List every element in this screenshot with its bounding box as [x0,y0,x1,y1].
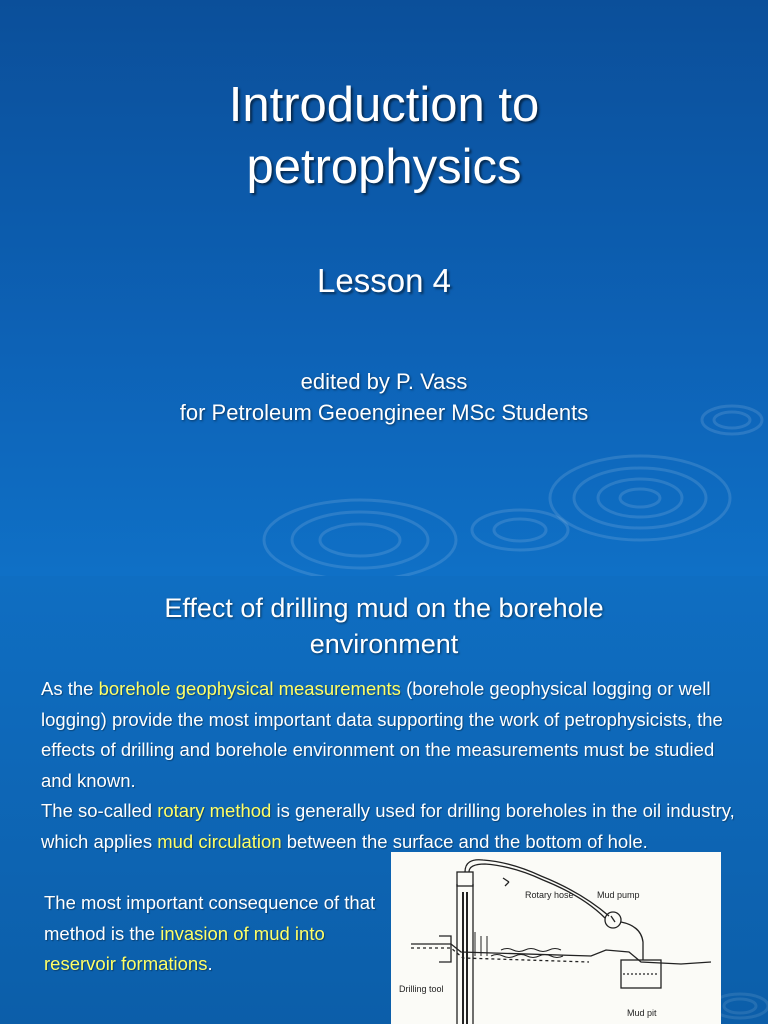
editor-line-1: edited by P. Vass [300,369,468,394]
editor-credit [0,366,768,428]
editor-line-2: for Petroleum Geoengineer MSc Students [179,400,589,425]
text-run: . [207,953,213,974]
slide-title [0,590,768,662]
highlight-text: rotary method [157,800,272,821]
label-rotary-hose: Rotary hose [525,890,574,900]
title-line-2: environment [309,629,459,659]
paragraph-3 [44,888,384,980]
paragraph-2 [41,796,741,857]
title-line-1: Effect of drilling mud on the borehole [164,593,604,623]
highlight-text: invasion of mud into reservoir formations [44,922,325,974]
lesson-number: Lesson 4 [317,262,451,299]
body-paragraphs [41,674,741,857]
label-mud-pump: Mud pump [597,890,640,900]
slide-title [0,74,768,198]
text-run: The most important consequence of that method is the [44,892,376,944]
highlight-text: mud circulation [157,830,282,852]
text-run: is generally used for drilling boreholes in the oil industry, which applies [41,800,735,852]
text-run: between the surface and the bottom of hole. [281,830,648,852]
title-line-2: petrophysics [246,140,522,194]
drilling-rig-diagram [391,852,721,1024]
text-run: The so-called [41,800,158,821]
title-line-1: Introduction to [228,78,540,132]
rig-drawing [391,852,721,1024]
highlight-text: borehole geophysical measurements [98,678,401,699]
label-drilling-tool: Drilling tool [399,984,444,994]
text-run: As the [41,678,99,699]
content-slide [0,576,768,1024]
text-run: (borehole geophysical logging or well logging) provide the most important data supporting the work of petrophysicists, the effects of drilling and borehole environment on the measurements must be studied and known. [41,678,723,791]
label-mud-pit: Mud pit [627,1008,657,1018]
paragraph-1 [41,674,741,796]
